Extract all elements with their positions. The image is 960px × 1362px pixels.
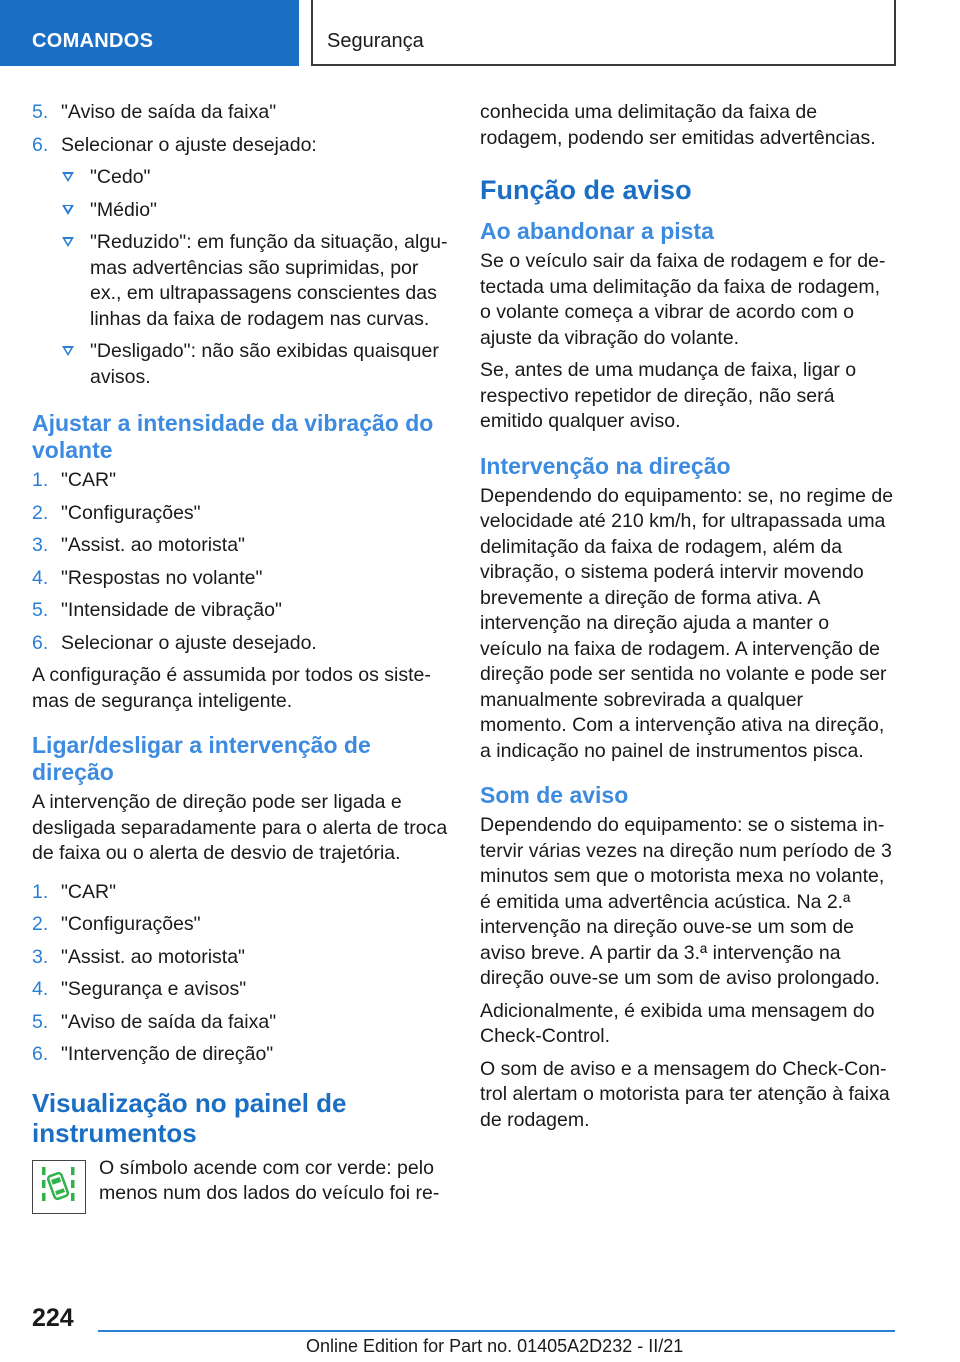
bullet-text: "Desligado": não são exibidas quaisquer avisos.	[90, 340, 439, 388]
lane-assist-icon	[32, 1160, 86, 1214]
list-number: 4.	[32, 566, 49, 589]
list-number: 6.	[32, 631, 49, 654]
symbol-row	[32, 1156, 450, 1216]
left-column	[32, 100, 450, 1216]
footer-divider	[98, 1330, 895, 1332]
list-item	[32, 100, 450, 126]
list-number: 4.	[32, 978, 49, 1000]
list-item	[32, 1010, 450, 1036]
list-number: 5.	[32, 599, 49, 621]
bullet-item	[32, 230, 450, 332]
list-item	[32, 912, 450, 938]
paragraph-leaving-lane-2: Se, antes de uma mudança de faixa, ligar o respectivo repetidor de direção, não será emitido qualquer aviso.	[480, 359, 857, 432]
list-item	[32, 631, 450, 657]
list-number: 3.	[32, 534, 49, 556]
list-text: Selecionar o ajuste desejado:	[61, 133, 317, 156]
chapter-title: Segurança	[311, 0, 896, 66]
list-text: "Intervenção de direção"	[61, 1043, 274, 1065]
list-text: "Assist. ao motorista"	[61, 534, 245, 556]
paragraph-leaving-lane-1: Se o veículo sair da faixa de rodagem e for detectada uma delimitação da faixa de rodagem, o volante começa a vibrar de acordo com o ajuste da vibração do volante.	[480, 250, 886, 349]
list-text: "Assist. ao motorista"	[61, 945, 245, 968]
list-item	[32, 468, 450, 494]
paragraph-config: A configuração é assumida por todos os sistemas de segurança inteligente.	[32, 664, 431, 712]
list-number: 1.	[32, 880, 49, 903]
heading-warning-sound: Som de aviso	[480, 782, 629, 808]
page-header	[0, 0, 960, 66]
bullet-text: "Reduzido": em função da situação, algumas advertências são suprimidas, por ex., em ultrapassagens conscientes das linhas da faixa de rodagem nas curvas.	[90, 231, 448, 330]
list-number: 5.	[32, 1010, 49, 1033]
list-number: 6.	[32, 133, 49, 156]
list-text: "Aviso de saída da faixa"	[61, 101, 277, 123]
list-text: "Aviso de saída da faixa"	[61, 1010, 277, 1033]
heading-instrument-display: Visualização no painel de instrumentos	[32, 1087, 347, 1148]
list-number: 2.	[32, 501, 49, 524]
list-text: "Segurança e avisos"	[61, 978, 247, 1000]
list-text: "CAR"	[61, 880, 117, 903]
list-text: "Respostas no volante"	[61, 566, 263, 589]
bullet-item	[32, 339, 450, 390]
triangle-bullet-icon	[62, 346, 74, 356]
list-item	[32, 566, 450, 592]
list-item	[32, 977, 450, 1003]
paragraph-warning-sound-1: Dependendo do equipamento: se o sistema intervir várias vezes na direção num período de 3 minutos sem que o motorista mexa no volante, é emitida uma advertência acústica. Na 2.ª intervenção na direção ouve-se um som de aviso breve. A partir da 3.ª intervenção na direção ouve-se um som de aviso prolongado.	[480, 814, 892, 989]
bullet-item	[32, 198, 450, 224]
page-number: 224	[32, 1304, 74, 1332]
triangle-bullet-icon	[62, 172, 74, 182]
triangle-bullet-icon	[62, 205, 74, 215]
paragraph-steering-intervention: Dependendo do equipamento: se, no regime de velocidade até 210 km/h, for ultrapassada uma delimitação da faixa de rodagem, além da vibração, o sistema poderá intervir movendo brevemente a direção de forma ativa. A intervenção na direção ajuda a manter o veículo na faixa de rodagem. A intervenção de direção pode ser sentida no volante e pode ser manualmente sobrevirada a qualquer momento. Com a intervenção ativa na direção, a indicação no painel de instrumentos pisca.	[480, 484, 894, 762]
section-tab: COMANDOS	[0, 0, 299, 66]
list-item	[32, 880, 450, 906]
list-number: 3.	[32, 945, 49, 968]
bullet-text: "Cedo"	[90, 166, 151, 188]
heading-warning-function: Função de aviso	[480, 175, 692, 205]
paragraph-continued: conhecida uma delimitação da faixa de rodagem, podendo ser emitidas advertências.	[480, 101, 876, 149]
list-item	[32, 1042, 450, 1068]
triangle-bullet-icon	[62, 237, 74, 247]
list-number: 6.	[32, 1043, 49, 1065]
footer-edition: Online Edition for Part no. 01405A2D232 - II/21	[306, 1336, 684, 1356]
heading-steering-toggle: Ligar/desligar a intervenção de direção	[32, 732, 371, 785]
paragraph-warning-sound-2: Adicionalmente, é exibida uma mensagem do Check-Control.	[480, 999, 875, 1047]
list-number: 2.	[32, 913, 49, 935]
list-item	[32, 945, 450, 971]
bullet-item	[32, 165, 450, 191]
paragraph-symbol: O símbolo acende com cor verde: pelo menos num dos lados do veículo foi re-	[99, 1156, 440, 1204]
list-text: "CAR"	[61, 469, 117, 491]
list-text: "Configurações"	[61, 501, 201, 524]
list-text: Selecionar o ajuste desejado.	[61, 631, 317, 654]
list-item	[32, 133, 450, 159]
bullet-text: "Médio"	[90, 198, 157, 221]
list-item	[32, 533, 450, 559]
paragraph-warning-sound-3: O som de aviso e a mensagem do Check-Control alertam o motorista para ter atenção à faixa de rodagem.	[480, 1057, 890, 1131]
heading-steering-intervention: Intervenção na direção	[480, 452, 731, 479]
list-item	[32, 501, 450, 527]
list-number: 1.	[32, 469, 49, 491]
list-text: "Configurações"	[61, 913, 201, 935]
list-number: 5.	[32, 101, 49, 123]
list-item	[32, 598, 450, 624]
list-text: "Intensidade de vibração"	[61, 599, 282, 621]
right-column	[480, 100, 895, 1140]
paragraph-steering-toggle: A intervenção de direção pode ser ligada e desligada separadamente para o alerta de troca de faixa ou o alerta de desvio de trajetória.	[32, 791, 448, 864]
heading-leaving-lane: Ao abandonar a pista	[480, 218, 714, 244]
heading-vibration: Ajustar a intensidade da vibração do volante	[32, 410, 434, 463]
